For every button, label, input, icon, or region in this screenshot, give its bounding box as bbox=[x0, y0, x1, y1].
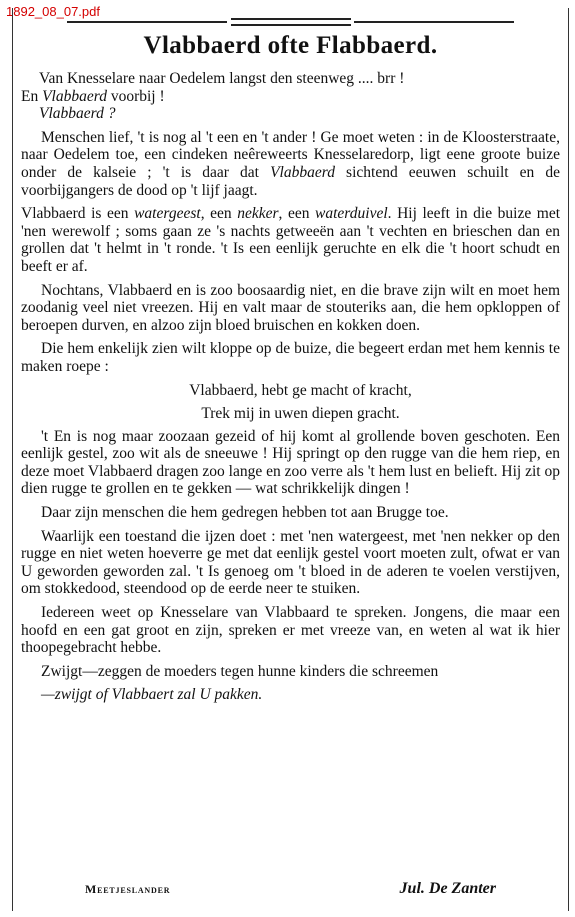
signature-author: Jul. De Zanter bbox=[399, 880, 496, 897]
verse-line-2: Trek mij in uwen diepen gracht. bbox=[201, 405, 400, 423]
verse-line-1: Vlabbaerd, hebt ge macht of kracht, bbox=[189, 381, 412, 399]
signature-row bbox=[85, 880, 496, 898]
paragraph-8: Iedereen weet op Knesselare van Vlabbaard te spreken. Jongens, die maar een hoofd en een gat groot en zijn, spreken er met vreeze van, en weten al wat ik hier thoopegebracht hebbe. bbox=[21, 604, 560, 657]
article-body bbox=[21, 70, 560, 710]
article-title: Vlabbaerd ofte Flabbaerd. bbox=[143, 32, 438, 59]
paragraph-2: Vlabbaerd is een watergeest, een nekker, een waterduivel. Hij leeft in die buize met 'nen werewolf ; soms gaan ze 's nachts getweeën aan 't vechten en brieschen dan en grollen dat 't helmt in 't ronde. 't Is een eenlijk geruchte en elk die 't hoort schudt en beeft er af. bbox=[21, 205, 561, 275]
paragraph-7: Waarlijk een toestand die ijzen doet : met 'nen watergeest, met 'nen nekker op den rugge en niet weten hoeverre ge met dat eenlijk gestel voort moeten zult, ofwat er van U geworden geworden zal. 't Is genoeg om 't bloed in de aderen te voelen verstijven, om stokkedood, steendood op de eerde neer te stuiken. bbox=[21, 527, 560, 598]
newspaper-article bbox=[12, 8, 569, 911]
paragraph-9-line-2: —zwijgt of Vlabbaert zal U pakken. bbox=[41, 686, 263, 704]
paragraph-4: Die hem enkelijk zien wilt kloppe op de buize, die begeert erdan met hem kennis te maken roepe : bbox=[21, 340, 560, 375]
paragraph-5: 't En is nog maar zoozaan gezeid of hij komt al grollende boven geschoten. Een eenlijk gestel, zoo wit als de sneeuwe ! Hij springt op den rugge van die hem riep, en deze moet Vlabbaerd dragen zoo lange en zoo verre als 't hem lust en belieft. Hij zit op dien rugge te grollen en te gekken — wat schrikkelijk dingen ! bbox=[21, 427, 560, 498]
file-name-label: 1892_08_07.pdf bbox=[6, 4, 100, 19]
paragraph-1: Menschen lief, 't is nog al 't een en 't ander ! Ge moet weten : in de Kloosterstraate, naar Oedelem toe, een cindeken neêreweerts Knesselaredorp, ligt eene groote buize onder de kalseie ; 't is daar dat Vlabbaerd sichtend eeuwen schuilt en de voorbijgangers de dood op 't lijf jaagt. bbox=[21, 128, 561, 199]
intro-line-1: Van Knesselare naar Oedelem langst den steenweg .... brr ! bbox=[39, 70, 405, 87]
intro-line-3: Vlabbaerd ? bbox=[39, 105, 116, 123]
paragraph-3: Nochtans, Vlabbaerd en is zoo boosaardig niet, en die brave zijn wilt en moet hem zoodanig veel niet vreezen. Hij en valt maar de stouteriks aan, die hem opkloppen of beroepen durven, en alzoo zijn bloed bruischen en kokken doen. bbox=[21, 281, 560, 334]
header-ornament bbox=[13, 16, 568, 27]
signature-pseudonym: Meetjeslander bbox=[85, 882, 171, 896]
intro-line-2: En Vlabbaerd voorbij ! bbox=[21, 87, 165, 105]
paragraph-6: Daar zijn menschen die hem gedregen hebben tot aan Brugge toe. bbox=[41, 504, 449, 522]
paragraph-9-line-1: Zwijgt—zeggen de moeders tegen hunne kinders die schreemen bbox=[41, 662, 439, 680]
